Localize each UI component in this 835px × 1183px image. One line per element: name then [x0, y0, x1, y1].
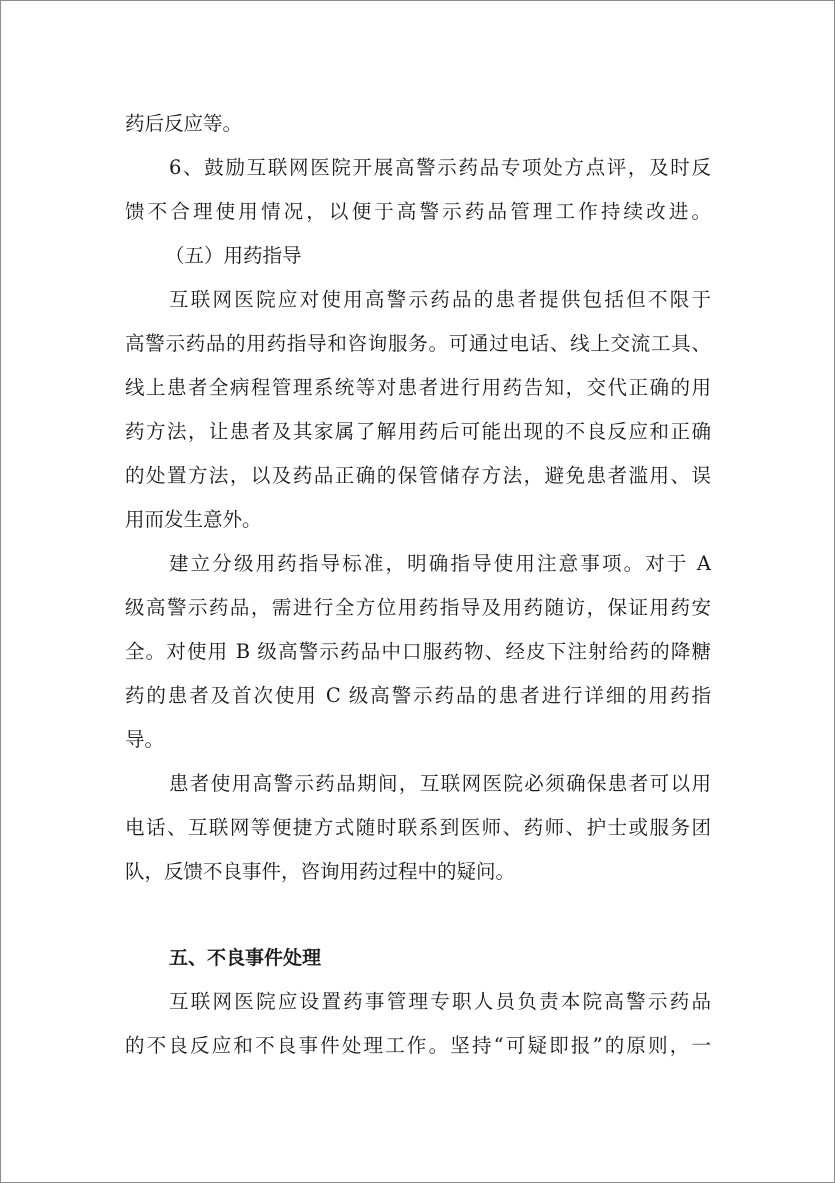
text-line: 的处置方法，以及药品正确的保管储存方法，避免患者滥用、误: [125, 464, 711, 487]
section-heading: 五、不良事件处理: [169, 947, 322, 969]
text-line: 药后反应等。: [125, 112, 243, 135]
text-line: 建立分级用药指导标准，明确指导使用注意事项。对于 A: [169, 552, 711, 575]
text-line: 馈不合理使用情况，以便于高警示药品管理工作持续改进。: [125, 200, 711, 223]
text-line: 互联网医院应对使用高警示药品的患者提供包括但不限于: [169, 288, 711, 311]
text-line: 队，反馈不良事件，咨询用药过程中的疑问。: [125, 860, 516, 883]
text-line: 线上患者全病程管理系统等对患者进行用药告知，交代正确的用: [125, 376, 711, 399]
text-line: 电话、互联网等便捷方式随时联系到医师、药师、护士或服务团: [125, 816, 711, 839]
text-line: 导。: [125, 728, 165, 751]
text-line: 高警示药品的用药指导和咨询服务。可通过电话、线上交流工具、: [125, 332, 711, 355]
text-line: 患者使用高警示药品期间，互联网医院必须确保患者可以用: [169, 772, 711, 795]
text-line: 药方法，让患者及其家属了解用药后可能出现的不良反应和正确: [125, 420, 711, 443]
text-line: 的不良反应和不良事件处理工作。坚持“可疑即报”的原则，一: [125, 1034, 711, 1057]
text-line: 药的患者及首次使用 C 级高警示药品的患者进行详细的用药指: [125, 684, 711, 707]
text-line: 互联网医院应设置药事管理专职人员负责本院高警示药品: [169, 990, 711, 1013]
text-line: 全。对使用 B 级高警示药品中口服药物、经皮下注射给药的降糖: [125, 640, 711, 663]
text-line: 6、鼓励互联网医院开展高警示药品专项处方点评，及时反: [169, 156, 711, 179]
section-subheading: （五）用药指导: [165, 244, 302, 267]
text-line: 级高警示药品，需进行全方位用药指导及用药随访，保证用药安: [125, 596, 711, 619]
text-line: 用而发生意外。: [125, 508, 262, 531]
